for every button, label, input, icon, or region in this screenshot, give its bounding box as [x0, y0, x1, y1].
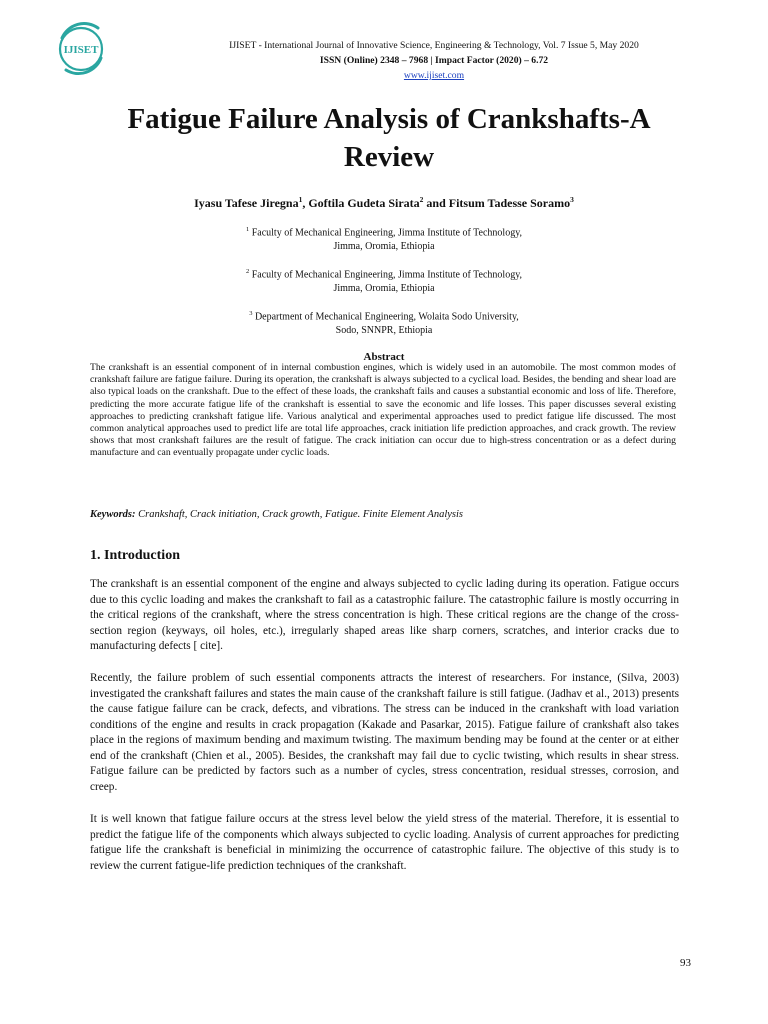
author-name: Goftila Gudeta Sirata — [308, 196, 420, 210]
affiliation-superscript: 1 — [245, 226, 250, 233]
author-list — [0, 195, 768, 211]
affiliation-line: Department of Mechanical Engineering, Wolaita Sodo University, — [254, 311, 519, 323]
author-separator: , — [302, 196, 309, 210]
intro-paragraph-1: The crankshaft is an essential component of the engine and always subjected to cyclic lading during its operation. Fatigue occurs due to this cyclic loading and makes the crankshaft to fail as a catastrophic failure. The catastrophic failure is mostly occurring in the critical regions of the crankshaft, where the stress concentration is high. These critical regions are the change of the cross-section region (keyways, oil holes, etc.), irregularly shaped areas like sharp corners, scratches, and interior cracks due to manufacturing defects [ cite]. — [90, 578, 679, 652]
author-superscript: 1 — [298, 195, 303, 204]
journal-header — [120, 38, 748, 83]
affiliation-3 — [0, 307, 768, 337]
logo-emblem-icon — [50, 18, 112, 80]
author-superscript: 3 — [570, 195, 574, 204]
keywords-text: Crankshaft, Crack initiation, Crack growth, Fatigue. Finite Element Analysis — [135, 509, 464, 520]
abstract-text: The crankshaft is an essential component of in internal combustion engines, which is widely used in an automobile. The most common modes of crankshaft failure are fatigue failure. During its operation, the crankshaft is always subjected to a cyclical load. Besides, the bending and shear load are also typical loads on the crankshaft. Due to the effect of these loads, the crankshaft fails and causes a substantial economic and loss of life. Therefore, predicting the more accurate fatigue life of the crankshaft is essential to save the economic and life losses. This paper discusses several existing approaches to predicting crankshaft fatigue life. Various analytical and experimental approaches used to predict fatigue life discussed. The most common analytical approaches used to predict life are total life approaches, crack initiation life prediction approaches, and crack growth. The review shows that most crankshaft failures are the result of fatigue. The crack initiation can occur due to high-stress concentration or as a defect during manufacture and can eventually propagate under cyclic loads. — [90, 362, 676, 459]
keywords-label: Keywords: — [90, 509, 136, 520]
author-superscript: 2 — [419, 195, 424, 204]
title-line-2: Review — [343, 141, 435, 173]
paper-title — [60, 100, 718, 176]
affiliation-line: Faculty of Mechanical Engineering, Jimma Institute of Technology, — [251, 227, 523, 239]
affiliation-location: Sodo, SNNPR, Ethiopia — [335, 324, 433, 336]
journal-url-link[interactable]: www.ijiset.com — [403, 70, 465, 81]
intro-paragraph-2: Recently, the failure problem of such essential components attracts the interest of researchers. For instance, (Silva, 2003) investigated the crankshaft failures and states the main cause of the crankshaft failure is still fatigue. (Jadhav et al., 2013) presents the cause fatigue failure can be crack, defects, and vibrations. The stress can be induced in the crankshaft with load variation conditions of the engine and results in crack propagation (Kakade and Pasarkar, 2015). Fatigue failure of crankshaft also takes place in the regions of maximum bending and maximum twisting. The maximum bending may be found at the center or at either end of the crankshaft (Chien et al., 2005). Besides, the crankshaft may fail due to cyclic twisting, which results in shear stress. Fatigue failure can be predicted by factors such as a number of cycles, stress concentration, residual stresses, corrosion, and creep. — [90, 672, 679, 793]
affiliation-1 — [0, 223, 768, 253]
page-number: 93 — [680, 957, 691, 969]
affiliation-location: Jimma, Oromia, Ethiopia — [333, 282, 435, 294]
intro-paragraph-3: It is well known that fatigue failure occurs at the stress level below the yield stress of the material. Therefore, it is essential to predict the fatigue life of the components which always subjected to cyclic loading. Analysis of current approaches for predicting fatigue life the crankshaft is beneficial in minimizing the occurrence of catastrophic failure. The objective of this study is to review the current fatigue-life prediction techniques of the crankshaft. — [90, 813, 679, 872]
affiliation-superscript: 2 — [245, 268, 250, 275]
author-separator: and — [423, 196, 449, 210]
journal-logo — [50, 18, 112, 80]
title-line-1: Fatigue Failure Analysis of Crankshafts-A — [127, 103, 651, 135]
keywords — [90, 509, 676, 520]
affiliation-location: Jimma, Oromia, Ethiopia — [333, 240, 435, 252]
abstract-heading: Abstract — [363, 351, 405, 363]
issn-line: ISSN (Online) 2348 – 7968 | Impact Factor (2020) – 6.72 — [319, 55, 549, 66]
author-name: Iyasu Tafese Jiregna — [194, 196, 299, 210]
author-name: Fitsum Tadesse Soramo — [448, 196, 571, 210]
section-heading-introduction: 1. Introduction — [90, 548, 180, 563]
affiliation-line: Faculty of Mechanical Engineering, Jimma Institute of Technology, — [251, 269, 523, 281]
logo-text: IJISET — [63, 44, 99, 56]
affiliation-2 — [0, 265, 768, 295]
journal-line: IJISET - International Journal of Innovative Science, Engineering & Technology, Vol. 7 Issue 5, May 2020 — [229, 40, 639, 51]
affiliation-superscript: 3 — [249, 310, 253, 317]
